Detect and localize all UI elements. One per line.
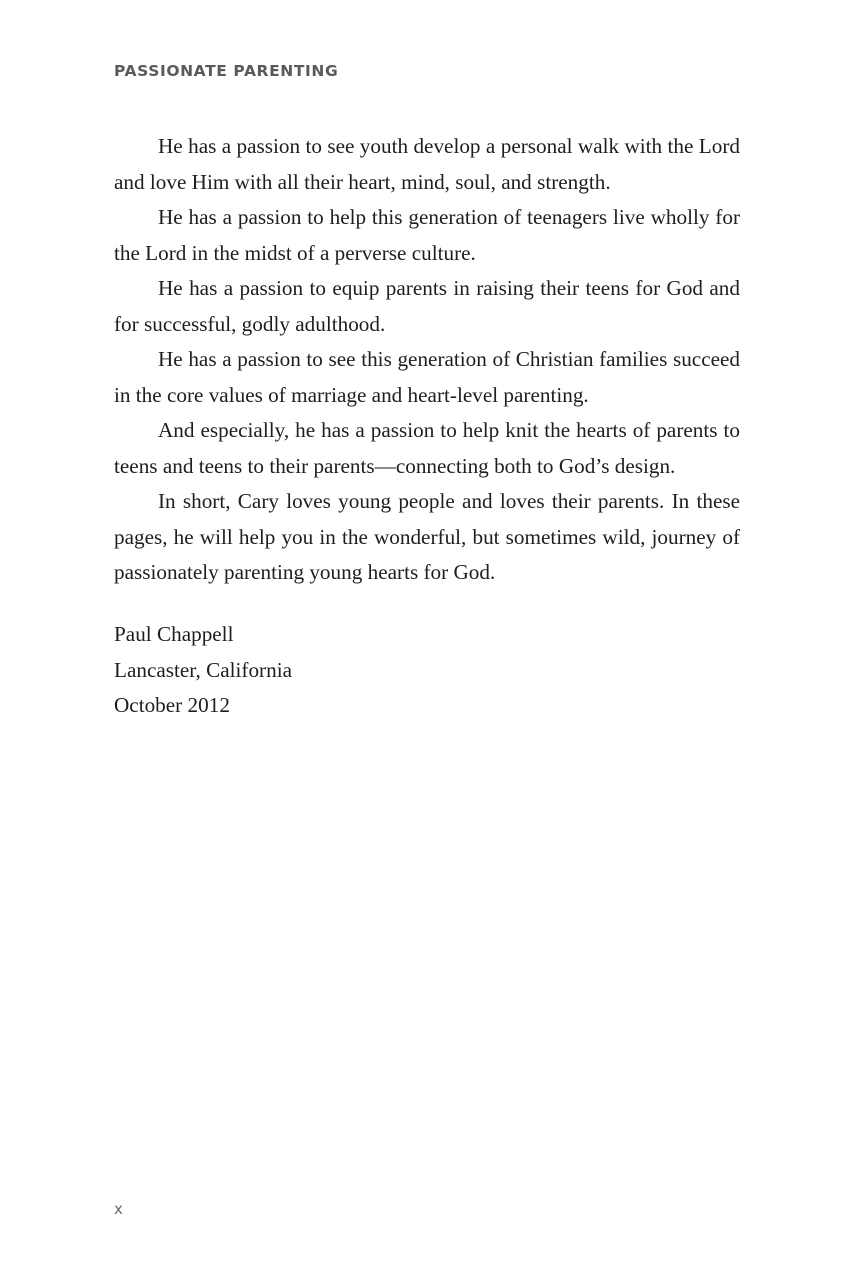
signature-name: Paul Chappell: [114, 622, 234, 646]
signature-block: [114, 617, 292, 724]
signature-date: October 2012: [114, 693, 230, 717]
paragraph: He has a passion to equip parents in raising their teens for God and for successful, godly adulthood.: [114, 276, 740, 336]
page-number: x: [114, 1200, 123, 1218]
running-head: PASSIONATE PARENTING: [114, 62, 339, 80]
paragraph: And especially, he has a passion to help knit the hearts of parents to teens and teens to their parents—connecting both to God’s design.: [114, 418, 740, 478]
paragraph: He has a passion to see youth develop a personal walk with the Lord and love Him with all their heart, mind, soul, and strength.: [114, 134, 740, 194]
paragraph: In short, Cary loves young people and loves their parents. In these pages, he will help you in the wonderful, but sometimes wild, journey of passionately parenting young hearts for God.: [114, 489, 740, 584]
paragraph: He has a passion to see this generation of Christian families succeed in the core values of marriage and heart-level parenting.: [114, 347, 740, 407]
paragraph: He has a passion to help this generation of teenagers live wholly for the Lord in the midst of a perverse culture.: [114, 205, 740, 265]
signature-location: Lancaster, California: [114, 657, 292, 682]
body-text: [114, 129, 740, 591]
